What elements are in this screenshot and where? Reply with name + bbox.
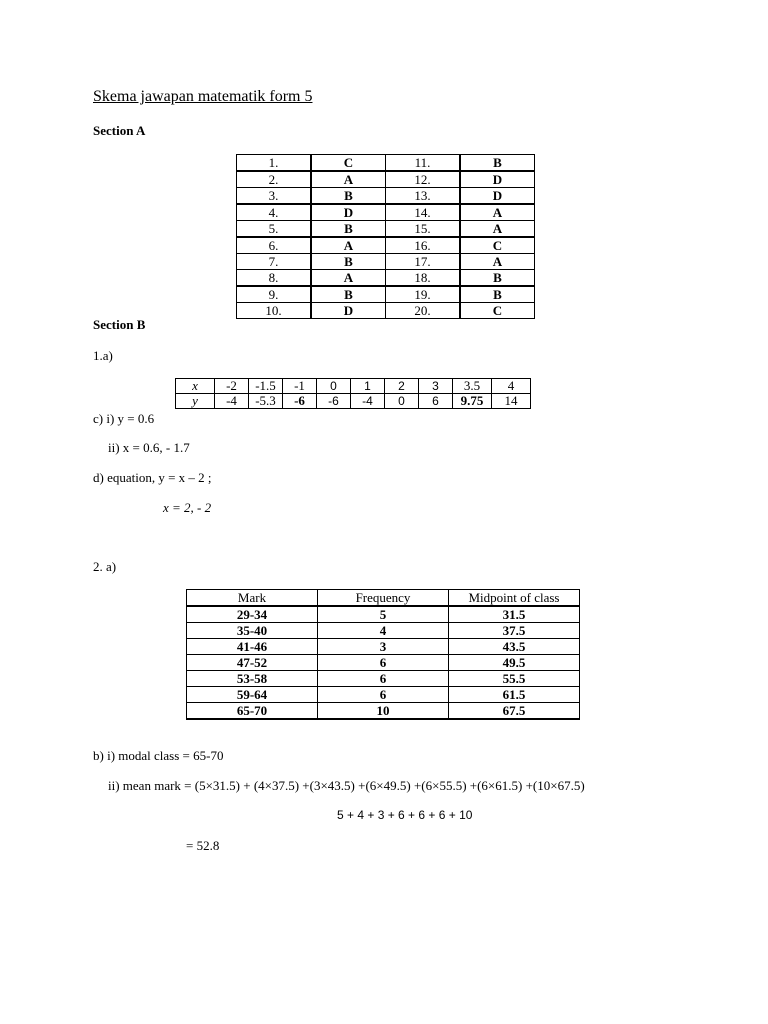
answer-letter: C (460, 237, 535, 254)
answer-row (237, 237, 535, 254)
question-number: 8. (237, 270, 312, 287)
question-number: 20. (386, 303, 461, 319)
frequency-table (186, 589, 580, 720)
column-header: Frequency (318, 590, 449, 607)
question-2a-label: 2. a) (93, 559, 117, 574)
answer-d-solution: x = 2, - 2 (163, 500, 212, 515)
question-number: 17. (386, 254, 461, 270)
answer-c-i: c) i) y = 0.6 (93, 411, 155, 426)
x-value: 2 (385, 379, 419, 394)
answer-letter: B (311, 254, 386, 270)
column-header: Midpoint of class (449, 590, 580, 607)
mean-result: = 52.8 (186, 838, 220, 853)
midpoint-cell: 37.5 (449, 623, 580, 639)
section-b-heading: Section B (93, 317, 146, 332)
answer-letter: A (460, 254, 535, 270)
answer-letter: D (311, 204, 386, 221)
y-value: -6 (317, 394, 351, 409)
frequency-cell: 6 (318, 687, 449, 703)
table-row (187, 639, 580, 655)
frequency-cell: 4 (318, 623, 449, 639)
midpoint-cell: 31.5 (449, 606, 580, 623)
answer-letter: B (460, 155, 535, 172)
y-value: 9.75 (453, 394, 492, 409)
frequency-cell: 5 (318, 606, 449, 623)
answer-letter: A (311, 237, 386, 254)
answer-letter: A (311, 270, 386, 287)
answer-row (237, 204, 535, 221)
xy-value-table (175, 378, 531, 409)
midpoint-cell: 61.5 (449, 687, 580, 703)
question-number: 4. (237, 204, 312, 221)
midpoint-cell: 55.5 (449, 671, 580, 687)
x-value: 3.5 (453, 379, 492, 394)
mark-cell: 47-52 (187, 655, 318, 671)
section-a-heading: Section A (93, 123, 146, 138)
mark-cell: 53-58 (187, 671, 318, 687)
question-number: 9. (237, 286, 312, 303)
answer-b-i: b) i) modal class = 65-70 (93, 748, 224, 763)
question-number: 5. (237, 221, 312, 238)
section-a-answer-table (236, 154, 535, 319)
answer-letter: C (460, 303, 535, 319)
answer-letter: B (311, 221, 386, 238)
answer-letter: B (311, 286, 386, 303)
question-number: 2. (237, 171, 312, 188)
question-1a-label: 1.a) (93, 348, 113, 363)
answer-row (237, 155, 535, 172)
mark-cell: 29-34 (187, 606, 318, 623)
frequency-cell: 10 (318, 703, 449, 720)
midpoint-cell: 49.5 (449, 655, 580, 671)
answer-c-ii: ii) x = 0.6, - 1.7 (108, 440, 190, 455)
midpoint-cell: 67.5 (449, 703, 580, 720)
frequency-cell: 6 (318, 671, 449, 687)
answer-d-equation: d) equation, y = x – 2 ; (93, 470, 212, 485)
question-number: 11. (386, 155, 461, 172)
answer-letter: A (311, 171, 386, 188)
x-value: 3 (419, 379, 453, 394)
question-number: 12. (386, 171, 461, 188)
table-row (187, 703, 580, 720)
x-value: -1 (283, 379, 317, 394)
answer-letter: D (311, 303, 386, 319)
answer-letter: D (460, 188, 535, 205)
answer-letter: B (460, 270, 535, 287)
y-value: -5.3 (249, 394, 283, 409)
table-row (187, 606, 580, 623)
midpoint-cell: 43.5 (449, 639, 580, 655)
question-number: 3. (237, 188, 312, 205)
question-number: 16. (386, 237, 461, 254)
mark-cell: 35-40 (187, 623, 318, 639)
question-number: 18. (386, 270, 461, 287)
answer-row (237, 171, 535, 188)
x-row-label: x (176, 379, 215, 394)
answer-letter: B (311, 188, 386, 205)
y-value: 14 (492, 394, 531, 409)
x-value: 4 (492, 379, 531, 394)
frequency-cell: 3 (318, 639, 449, 655)
answer-b-ii: ii) mean mark = (5×31.5) + (4×37.5) +(3×43.5) +(6×49.5) +(6×55.5) +(6×61.5) +(10×67.5) (108, 778, 585, 793)
y-row-label: y (176, 394, 215, 409)
question-number: 14. (386, 204, 461, 221)
mark-cell: 65-70 (187, 703, 318, 720)
x-value: 0 (317, 379, 351, 394)
answer-letter: A (460, 204, 535, 221)
frequency-cell: 6 (318, 655, 449, 671)
table-row (187, 623, 580, 639)
mean-denominator: 5 + 4 + 3 + 6 + 6 + 6 + 10 (337, 808, 473, 822)
mark-cell: 41-46 (187, 639, 318, 655)
frequency-table-header (187, 590, 580, 607)
table-row (187, 671, 580, 687)
question-number: 15. (386, 221, 461, 238)
x-value: -2 (215, 379, 249, 394)
y-value: -6 (283, 394, 317, 409)
answer-row (237, 221, 535, 238)
question-number: 6. (237, 237, 312, 254)
x-value: -1.5 (249, 379, 283, 394)
answer-row (237, 270, 535, 287)
y-value: -4 (351, 394, 385, 409)
question-number: 7. (237, 254, 312, 270)
answer-letter: C (311, 155, 386, 172)
mark-cell: 59-64 (187, 687, 318, 703)
table-row (187, 655, 580, 671)
answer-letter: D (460, 171, 535, 188)
answer-row (237, 188, 535, 205)
answer-row (237, 254, 535, 270)
answer-letter: A (460, 221, 535, 238)
x-value: 1 (351, 379, 385, 394)
answer-row (237, 303, 535, 319)
answer-letter: B (460, 286, 535, 303)
y-value: -4 (215, 394, 249, 409)
question-number: 19. (386, 286, 461, 303)
y-value: 0 (385, 394, 419, 409)
y-value: 6 (419, 394, 453, 409)
question-number: 13. (386, 188, 461, 205)
question-number: 1. (237, 155, 312, 172)
table-row (187, 687, 580, 703)
question-number: 10. (237, 303, 312, 319)
document-title: Skema jawapan matematik form 5 (93, 88, 313, 105)
answer-row (237, 286, 535, 303)
column-header: Mark (187, 590, 318, 607)
